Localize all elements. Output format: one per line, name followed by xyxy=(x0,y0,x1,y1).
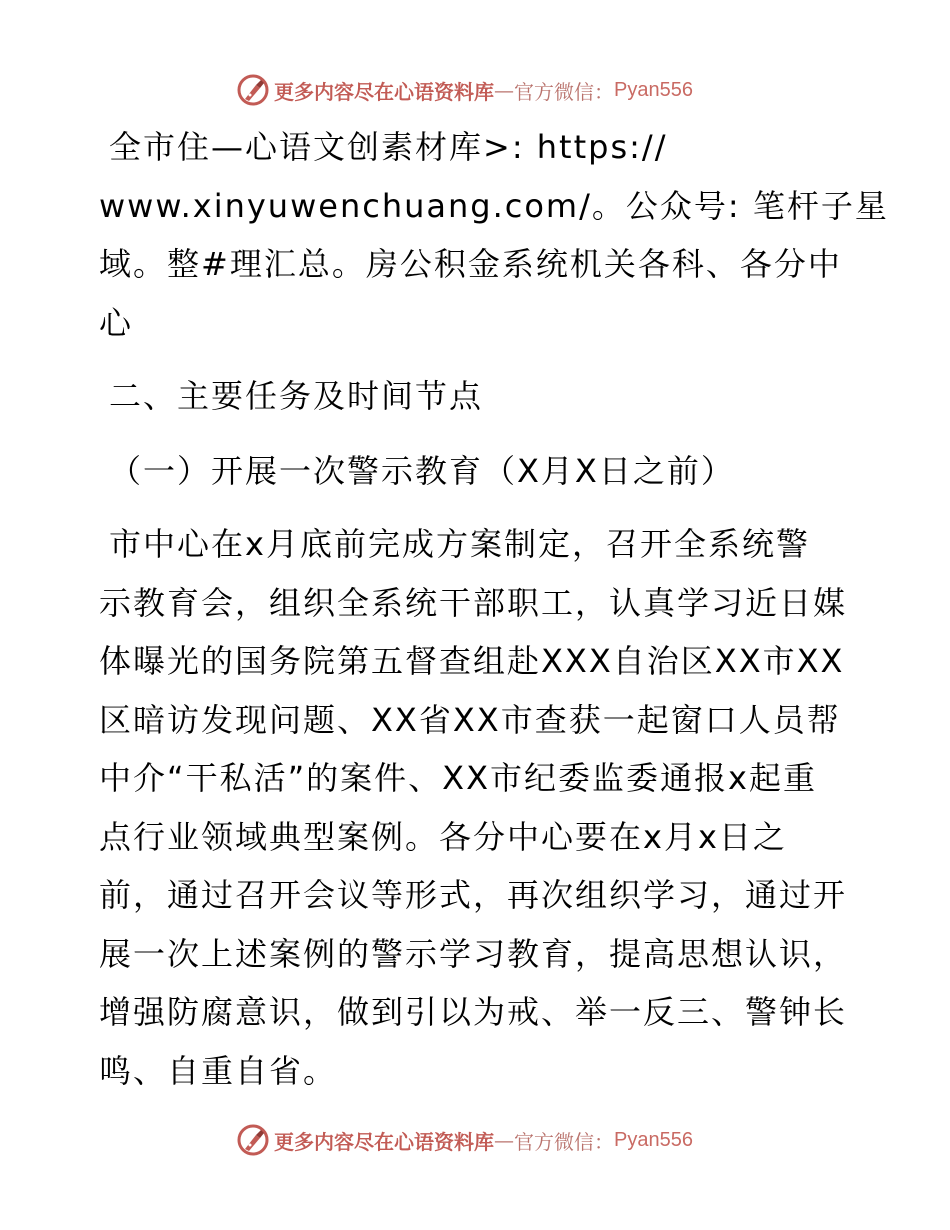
body-line: 鸣、自重自省。 xyxy=(99,1051,338,1090)
body-line: 点行业领域典型案例。各分中心要在x月x日之 xyxy=(99,817,787,856)
subsection-heading xyxy=(99,442,859,501)
body-line: 展一次上述案例的警示学习教育，提高思想认识， xyxy=(99,934,848,973)
watermark-label: 官方微信： xyxy=(514,79,614,104)
watermark-id: Pyan556 xyxy=(614,78,693,101)
body-line: 增强防腐意识，做到引以为戒、举一反三、警钟长 xyxy=(99,993,848,1031)
watermark-main-text: 更多内容尽在心语资料库 xyxy=(274,79,494,104)
pen-nib-logo-icon xyxy=(236,73,270,107)
header-watermark xyxy=(236,72,693,108)
body-line: 区暗访发现问题、XX省XX市查获一起窗口人员帮 xyxy=(99,700,841,739)
body-line: 示教育会，组织全系统干部职工，认真学习近日媒 xyxy=(99,583,848,622)
section-heading xyxy=(99,367,859,426)
body-paragraph xyxy=(99,515,859,1100)
heading-warning-education: （一）开展一次警示教育（X月X日之前） xyxy=(109,452,735,490)
body-line: 中介“干私活”的案件、XX市纪委监委通报x起重 xyxy=(99,759,817,797)
intro-line: www.xinyuwenchuang.com/。公众号: 笔杆子星 xyxy=(99,186,889,225)
watermark-id: Pyan556 xyxy=(614,1128,693,1151)
watermark-main-text: 更多内容尽在心语资料库 xyxy=(274,1129,494,1154)
body-line: 前，通过召开会议等形式，再次组织学习，通过开 xyxy=(99,876,848,914)
watermark-dash: — xyxy=(494,1128,514,1152)
intro-line: 域。整#理汇总。房公积金系统机关各科、各分中 xyxy=(99,245,842,283)
pen-nib-logo-icon xyxy=(236,1123,270,1157)
intro-line: 心 xyxy=(99,303,134,342)
watermark-label: 官方微信： xyxy=(514,1129,614,1154)
heading-main-tasks: 二、主要任务及时间节点 xyxy=(109,377,484,415)
intro-line: 全市住—心语文创素材库>: https:// xyxy=(109,128,668,166)
watermark-dash: — xyxy=(494,78,514,102)
body-line: 市中心在x月底前完成方案制定，召开全系统警 xyxy=(109,525,810,563)
body-line: 体曝光的国务院第五督查组赴XXX自治区XX市XX xyxy=(99,642,845,680)
footer-watermark xyxy=(236,1122,693,1158)
intro-paragraph xyxy=(99,118,889,352)
